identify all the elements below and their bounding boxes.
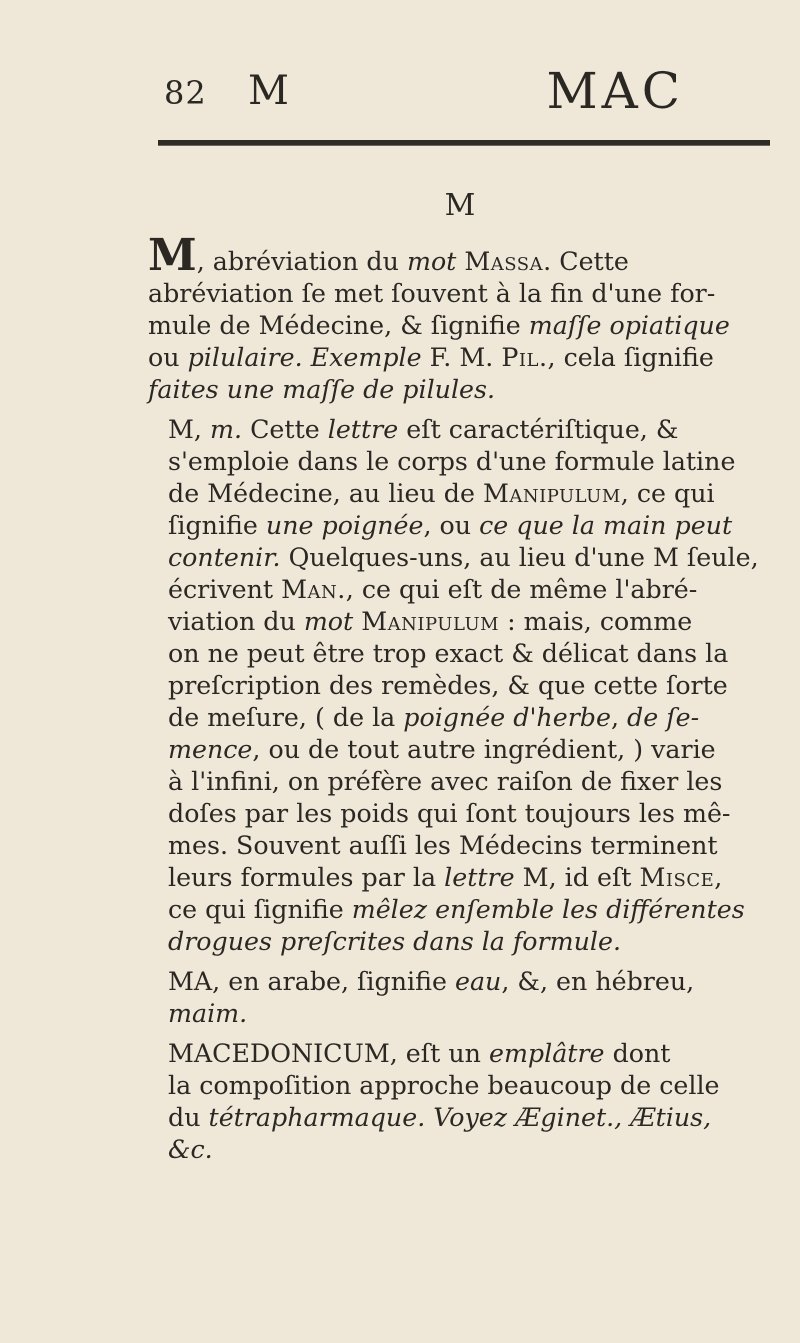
text-line	[148, 862, 770, 894]
text-line	[148, 374, 770, 406]
text-line	[148, 446, 770, 478]
text-run: tétrapharmaque.	[208, 1103, 426, 1132]
section-letter: M	[444, 188, 476, 223]
text-run: Pil.	[501, 343, 548, 372]
text-run: M, id eſt	[514, 863, 640, 892]
text-run: viation du	[168, 607, 304, 636]
text-line	[148, 638, 770, 670]
text-line	[148, 766, 770, 798]
text-run: on ne peut être trop exact & délicat dans la	[168, 639, 729, 668]
text-run: mêlez enſemble les différentes	[351, 895, 745, 924]
text-run: drogues preſcrites dans la formule.	[168, 927, 621, 956]
text-line	[148, 606, 770, 638]
text-line	[148, 542, 770, 574]
text-run: leurs formules par la	[168, 863, 445, 892]
text-run: , abréviation du	[196, 247, 407, 276]
text-run: , ou de tout autre ingrédient, ) varie	[252, 735, 716, 764]
text-line	[148, 510, 770, 542]
text-run: emplâtre	[488, 1039, 605, 1068]
text-line	[148, 670, 770, 702]
text-run: mence	[168, 735, 253, 764]
text-run: . Cette	[543, 247, 629, 276]
text-line	[148, 1102, 770, 1134]
text-run: dont	[604, 1039, 671, 1068]
text-run: ,	[610, 703, 628, 732]
text-run: mot	[406, 247, 457, 276]
text-run: de Médecine, au lieu de	[168, 479, 483, 508]
text-run: poignée d'herbe	[403, 703, 611, 732]
entry-paragraph	[148, 1038, 770, 1166]
text-run: eau	[454, 967, 502, 996]
text-line	[148, 230, 770, 281]
text-run: : mais, comme	[499, 607, 693, 636]
text-run: , &, en hébreu,	[501, 967, 695, 996]
text-line	[148, 278, 770, 310]
text-run: faites une maſſe de pilules.	[148, 375, 496, 404]
left-running-head: M	[248, 68, 289, 114]
text-line	[148, 310, 770, 342]
text-run: maſſe opiatique	[528, 311, 730, 340]
entry-paragraph	[148, 414, 770, 958]
text-run: de ſe-	[627, 703, 700, 732]
text-run: du	[168, 1103, 209, 1132]
text-run: mule de Médecine, & ſignifie	[148, 311, 529, 340]
text-line	[148, 478, 770, 510]
text-line	[148, 1038, 770, 1070]
text-run: la compoſition approche beaucoup de celle	[168, 1071, 720, 1100]
text-run: Voyez Æginet., Ætius,	[433, 1103, 712, 1132]
text-run: lettre	[327, 415, 399, 444]
text-run: mot	[303, 607, 354, 636]
text-run: ce qui ſignifie	[168, 895, 352, 924]
text-run: m.	[210, 415, 243, 444]
text-run: lettre	[444, 863, 515, 892]
text-run: F. M.	[421, 343, 502, 372]
text-run: , ce qui eſt de même l'abré-	[345, 575, 698, 604]
text-run: &c.	[168, 1135, 213, 1164]
body-text	[148, 230, 770, 1174]
text-run: mes. Souvent auſſi les Médecins terminent	[168, 831, 718, 860]
text-line	[148, 734, 770, 766]
entry-paragraph	[148, 230, 770, 406]
text-run: doſes par les poids qui ſont toujours les mê-	[168, 799, 731, 828]
text-run: ou	[148, 343, 188, 372]
text-run: écrivent	[168, 575, 282, 604]
text-run: Man.	[281, 575, 346, 604]
text-run: preſcription des remèdes, & que cette ſorte	[168, 671, 728, 700]
text-run: Massa	[464, 247, 544, 276]
text-run: , ce qui	[620, 479, 715, 508]
text-run: MACEDONICUM, eſt un	[168, 1039, 489, 1068]
text-run: de meſure, ( de la	[168, 703, 404, 732]
text-run: M,	[168, 415, 210, 444]
text-run: s'emploie dans le corps d'une formule latine	[168, 447, 736, 476]
text-run: , ou	[423, 511, 480, 540]
running-head	[164, 62, 684, 118]
right-running-head: MAC	[546, 62, 684, 120]
entry-paragraph	[148, 966, 770, 1030]
text-run: Exemple	[310, 343, 422, 372]
text-line	[148, 894, 770, 926]
drop-cap: M	[148, 230, 197, 281]
text-run: pilulaire.	[187, 343, 303, 372]
text-line	[148, 702, 770, 734]
text-line	[148, 1134, 770, 1166]
text-line	[148, 798, 770, 830]
header-rule	[158, 140, 770, 146]
text-line	[148, 966, 770, 998]
text-line	[148, 830, 770, 862]
text-line	[148, 1070, 770, 1102]
text-run: contenir.	[168, 543, 281, 572]
text-line	[148, 414, 770, 446]
text-line	[148, 926, 770, 958]
text-run: , cela ſignifie	[547, 343, 714, 372]
text-run: MA, en arabe, ſignifie	[168, 967, 455, 996]
text-run: Cette	[242, 415, 328, 444]
text-run: ,	[714, 863, 723, 892]
text-run: eſt caractériſtique, &	[398, 415, 679, 444]
text-run: Manipulum	[361, 607, 500, 636]
text-run	[303, 343, 311, 372]
text-run: Manipulum	[482, 479, 621, 508]
text-line	[148, 574, 770, 606]
text-run: ce que la main peut	[479, 511, 733, 540]
text-run: ſignifie	[168, 511, 266, 540]
page-number: 82	[164, 74, 207, 112]
text-run: Misce	[639, 863, 715, 892]
text-line	[148, 342, 770, 374]
text-run: abréviation ſe met ſouvent à la fin d'une for-	[148, 279, 716, 308]
text-run: Quelques-uns, au lieu d'une M ſeule,	[280, 543, 759, 572]
text-line	[148, 998, 770, 1030]
text-run: maim.	[168, 999, 248, 1028]
text-run: à l'infini, on préfère avec raiſon de fixer les	[168, 767, 723, 796]
text-run: une poignée	[265, 511, 424, 540]
